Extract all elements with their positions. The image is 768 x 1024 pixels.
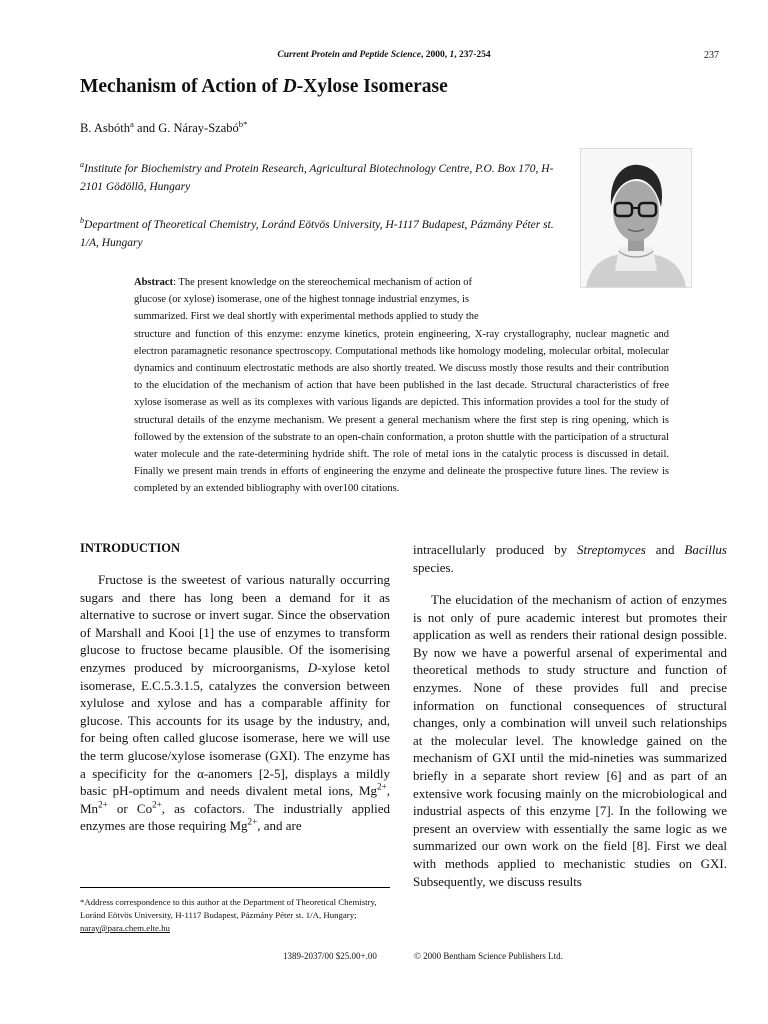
abstract-label: Abstract xyxy=(134,277,174,288)
email-link[interactable]: naray@para.chem.elte.hu xyxy=(80,923,170,933)
intro-paragraph-2: The elucidation of the mechanism of action of enzymes is not only of pure academic interest but promotes their application as well as renders their rational design possible. By now we have a powerful arsenal of experimental and theoretical methods to study structure and function of enzymes. None of these provides full and precise information on functional consequences of structural changes, only a combination will unveil such relationships at the molecular level. The knowledge gained on the mechanism of GXI until the mid-nineties was summarized briefly in a separate short review [6] and as part of an extensive work focusing mainly on the microbiological and industrial aspects of this enzyme [7]. In the following we present an overview with essentially the same logic as we summarized our own work on the field [8]. First we deal with methods applied to mechanistic studies on GXI. Subsequently, we discuss results xyxy=(413,592,727,889)
footnote-divider xyxy=(80,887,390,888)
journal-name: Current Protein and Peptide Science xyxy=(277,50,421,60)
author-portrait xyxy=(580,148,692,288)
journal-year: 2000 xyxy=(425,50,445,60)
journal-pages: 237-254 xyxy=(458,50,491,60)
footer-copyright: © 2000 Bentham Science Publishers Ltd. xyxy=(414,951,563,961)
author-2: G. Náray-Szabó xyxy=(158,121,239,135)
page-number: 237 xyxy=(704,50,719,61)
paper-title: Mechanism of Action of D-Xylose Isomerase xyxy=(80,76,448,97)
journal-citation: Current Protein and Peptide Science, 2000, 1, 237-254 xyxy=(277,50,491,60)
intro-paragraph-1-continued: intracellularly produced by Streptomyces and Bacillus species. xyxy=(413,542,727,575)
section-heading-introduction: INTRODUCTION xyxy=(80,541,181,555)
author-1: B. Asbóth xyxy=(80,121,131,135)
correspondence-footnote: *Address correspondence to this author at the Department of Theoretical Chemistry, Loránd Eötvös University, H-1117 Budapest, Pázmány Péter st. 1/A, Hungary; naray@para.chem.elte.hu xyxy=(80,897,377,933)
journal-volume: 1 xyxy=(449,50,455,60)
affiliation-b: $^b$Department of Theoretical Chemistry, Loránd Eötvös University, H-1117 Budapest, Pázmány Péter st. 1/A, Hungary xyxy=(80,216,554,249)
abstract: Abstract: The present knowledge on the stereochemical mechanism of action of glucose (or xylose) isomerase, one of the highest tonnage industrial enzymes, is summarized. First we deal shortly with experimental methods applied to study the structure and function of this enzyme: enzyme kinetics, protein engineering, X-ray crystallography, nuclear magnetic and electron paramagnetic resonance spectroscopy. Computational methods like homology modeling, molecular orbital, molecular dynamics and continuum electrostatic methods are also shortly treated. We discuss mostly those results and their contribution to the elucidation of the mechanism of action that have been published in the last decade. Structural characteristics of free xylose isomerase as well as its complexes with various ligands are depicted. This information provides a tool for the study of structural details of the enzyme mechanism. We present a general mechanism where the first step is ring opening, which is followed by the extension of the substrate to an open-chain conformation, a proton shuttle with the participation of a structural water molecule and the rate-determining hydride shift. The role of metal ions in the catalytic process is discussed in detail. Finally we present main trends in efforts of engineering the enzyme and delineate the prospective future lines. The review is completed by an extended bibliography with over100 citations. xyxy=(134,277,669,495)
footer-issn: 1389-2037/00 $25.00+.00 xyxy=(283,951,377,961)
author-list: B. Asbóth$^a$ and G. Náray-Szabó$^{b*}$ xyxy=(80,118,248,135)
intro-paragraph-1: Fructose is the sweetest of various naturally occurring sugars and there has long been a demand for it as alternative to sucrose or invert sugar. Since the observation of Marshall and Kooi [1] the use of enzymes to transform glucose to fructose became plausible. Of the isomerising enzymes produced by microorganisms, D-xylose ketol isomerase, E.C.5.3.1.5, catalyzes the conversion between xylulose and xylose and has a comparable affinity for glucose. This accounts for its usage by the industry, and, for being often called glucose isomerase, here we will use the term glucose/xylose isomerase (GXI). The enzyme has a specificity for the α-anomers [2-5], displays a mildly basic pH-optimum and needs divalent metal ions, $Mg^{2+}$, $Mn^{2+}$ or $Co^{2+}$, as cofactors. The industrially applied enzymes are those requiring $Mg^{2+}$, and are xyxy=(80,572,390,834)
affiliation-a: $^a$Institute for Biochemistry and Protein Research, Agricultural Biotechnology Centre, P.O. Box 170, H-2101 Gödöllõ, Hungary xyxy=(80,160,554,193)
